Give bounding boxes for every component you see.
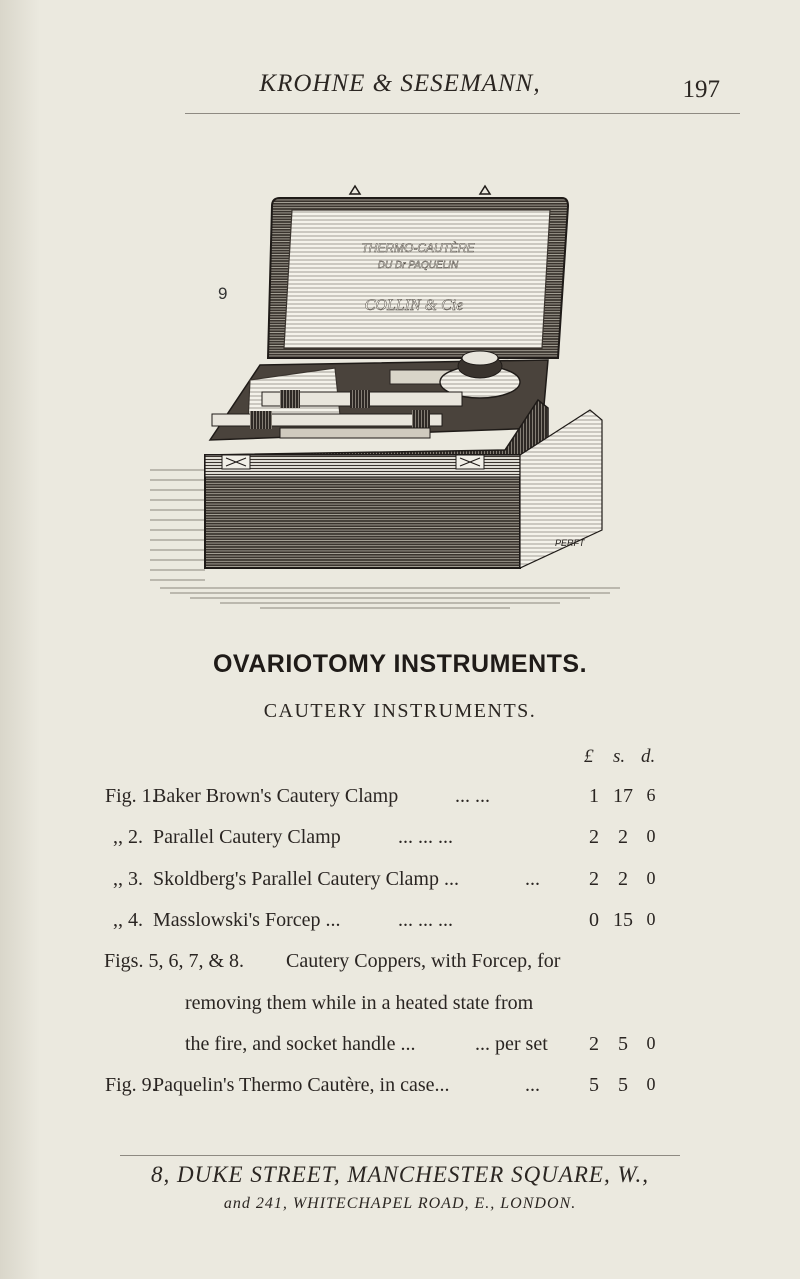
pounds-header: £ [584, 746, 594, 767]
leader-dots: ... [525, 868, 540, 890]
header-title: KROHNE & SESEMANN, [259, 70, 541, 97]
price-shillings: 5 [618, 1033, 628, 1055]
footer-address-secondary: and 241, WHITECHAPEL ROAD, E., LONDON. [223, 1195, 577, 1212]
footer-address: 8, DUKE STREET, MANCHESTER SQUARE, W., [151, 1162, 649, 1187]
price-pounds: 0 [589, 909, 599, 931]
item-name: Paquelin's Thermo Cautère, in case... [153, 1074, 450, 1096]
list-item [0, 909, 800, 945]
fig-label: ,, 4. [113, 909, 143, 931]
price-pounds: 1 [589, 785, 599, 807]
price-pence: 0 [646, 1074, 656, 1094]
item-name: Skoldberg's Parallel Cautery Clamp ... [153, 868, 459, 890]
item-name: Masslowski's Forcep ... [153, 909, 341, 931]
list-item [0, 950, 800, 986]
svg-text:PERFT: PERFT [555, 538, 585, 548]
price-shillings: 17 [613, 785, 633, 807]
price-pence: 0 [646, 1033, 656, 1053]
leader-dots: ... per set [475, 1033, 548, 1055]
fig-label: Figs. 5, 6, 7, & 8. [104, 950, 245, 972]
price-pence: 0 [646, 826, 656, 846]
item-name: Parallel Cautery Clamp [153, 826, 341, 848]
pence-header: d. [641, 746, 656, 767]
item-name-continued: removing them while in a heated state from [185, 992, 534, 1014]
header-rule [185, 113, 740, 114]
leader-dots: ... [525, 1074, 540, 1096]
fig-label: Fig. 1. [105, 785, 157, 807]
price-shillings: 2 [618, 826, 628, 848]
price-shillings: 5 [618, 1074, 628, 1096]
price-pence: 6 [646, 785, 656, 805]
price-pounds: 2 [589, 868, 599, 890]
fig-label: ,, 3. [113, 868, 143, 890]
shillings-header: s. [613, 746, 626, 767]
price-shillings: 15 [613, 909, 633, 931]
leader-dots: ... ... ... [398, 826, 453, 848]
list-item [0, 826, 800, 862]
item-name: Baker Brown's Cautery Clamp [153, 785, 399, 807]
section-heading: OVARIOTOMY INSTRUMENTS. [212, 650, 588, 678]
list-item [0, 785, 800, 821]
footer-rule [120, 1155, 680, 1156]
list-item [0, 1074, 800, 1110]
item-name-continued: the fire, and socket handle ... [185, 1033, 416, 1055]
list-item [0, 992, 800, 1028]
list-item [0, 1033, 800, 1069]
case-contents [210, 351, 548, 440]
section-subheading: CAUTERY INSTRUMENTS. [263, 700, 537, 722]
list-item [0, 868, 800, 904]
svg-text:DU Dr PAQUELIN: DU Dr PAQUELIN [377, 260, 459, 271]
leader-dots: ... ... ... [398, 909, 453, 931]
item-name: Cautery Coppers, with Forcep, for [286, 950, 561, 972]
fig-label: ,, 2. [113, 826, 143, 848]
price-pounds: 2 [589, 1033, 599, 1055]
svg-text:COLLIN & Cie: COLLIN & Cie [364, 297, 464, 314]
case-lid [268, 186, 568, 358]
price-pence: 0 [646, 909, 656, 929]
price-pounds: 2 [589, 826, 599, 848]
thermo-cautery-case-illustration [150, 170, 630, 630]
price-pounds: 5 [589, 1074, 599, 1096]
price-pence: 0 [646, 868, 656, 888]
leader-dots: ... ... [455, 785, 490, 807]
fig-label: Fig. 9. [105, 1074, 157, 1096]
page-number: 197 [682, 76, 720, 103]
price-shillings: 2 [618, 868, 628, 890]
figure-number: 9 [218, 284, 228, 303]
svg-text:THERMO-CAUTÈRE: THERMO-CAUTÈRE [361, 241, 475, 255]
